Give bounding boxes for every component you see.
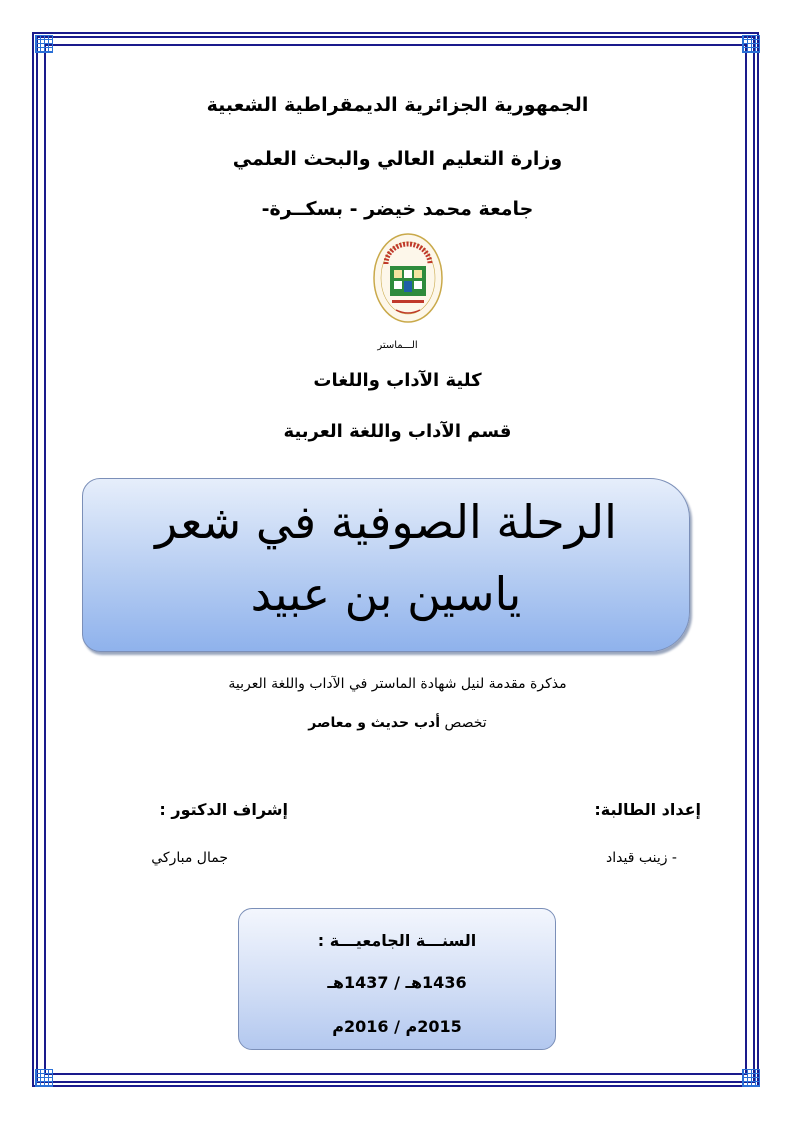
university-heading: جامعة محمد خيضر - بسكــرة- xyxy=(261,198,534,220)
specialization xyxy=(0,715,795,731)
logo-caption: الـــماستر xyxy=(377,340,418,351)
thesis-title-line2: ياسين بن عبيد xyxy=(250,567,522,621)
student-name: - زينب قيداد xyxy=(606,850,677,866)
academic-year-label: السنـــة الجامعيـــة : xyxy=(317,931,477,950)
academic-year-box xyxy=(238,908,556,1050)
corner-ornament xyxy=(742,1069,760,1087)
supervisor-label: إشراف الدكتور : xyxy=(159,800,288,819)
thesis-title-line1: الرحلة الصوفية في شعر xyxy=(155,495,617,549)
hijri-year: 1436هـ / 1437هـ xyxy=(327,973,467,992)
university-logo xyxy=(372,228,444,328)
gregorian-year: 2015م / 2016م xyxy=(332,1017,462,1036)
title-box xyxy=(82,478,690,652)
republic-heading: الجمهورية الجزائرية الديمقراطية الشعبية xyxy=(206,94,589,116)
thesis-description: مذكرة مقدمة لنيل شهادة الماستر في الآداب واللغة العربية xyxy=(228,676,567,692)
corner-ornament xyxy=(35,1069,53,1087)
supervisor-name: جمال مباركي xyxy=(151,850,228,866)
corner-ornament xyxy=(35,35,53,53)
ministry-heading: وزارة التعليم العالي والبحث العلمي xyxy=(232,148,563,170)
student-label: إعداد الطالبة: xyxy=(594,800,701,819)
department-heading: قسم الآداب واللغة العربية xyxy=(283,421,512,442)
college-heading: كلية الآداب واللغات xyxy=(313,370,482,391)
corner-ornament xyxy=(742,35,760,53)
specialization-prefix: تخصص xyxy=(444,715,487,731)
specialization-value: أدب حديث و معاصر xyxy=(308,715,440,731)
